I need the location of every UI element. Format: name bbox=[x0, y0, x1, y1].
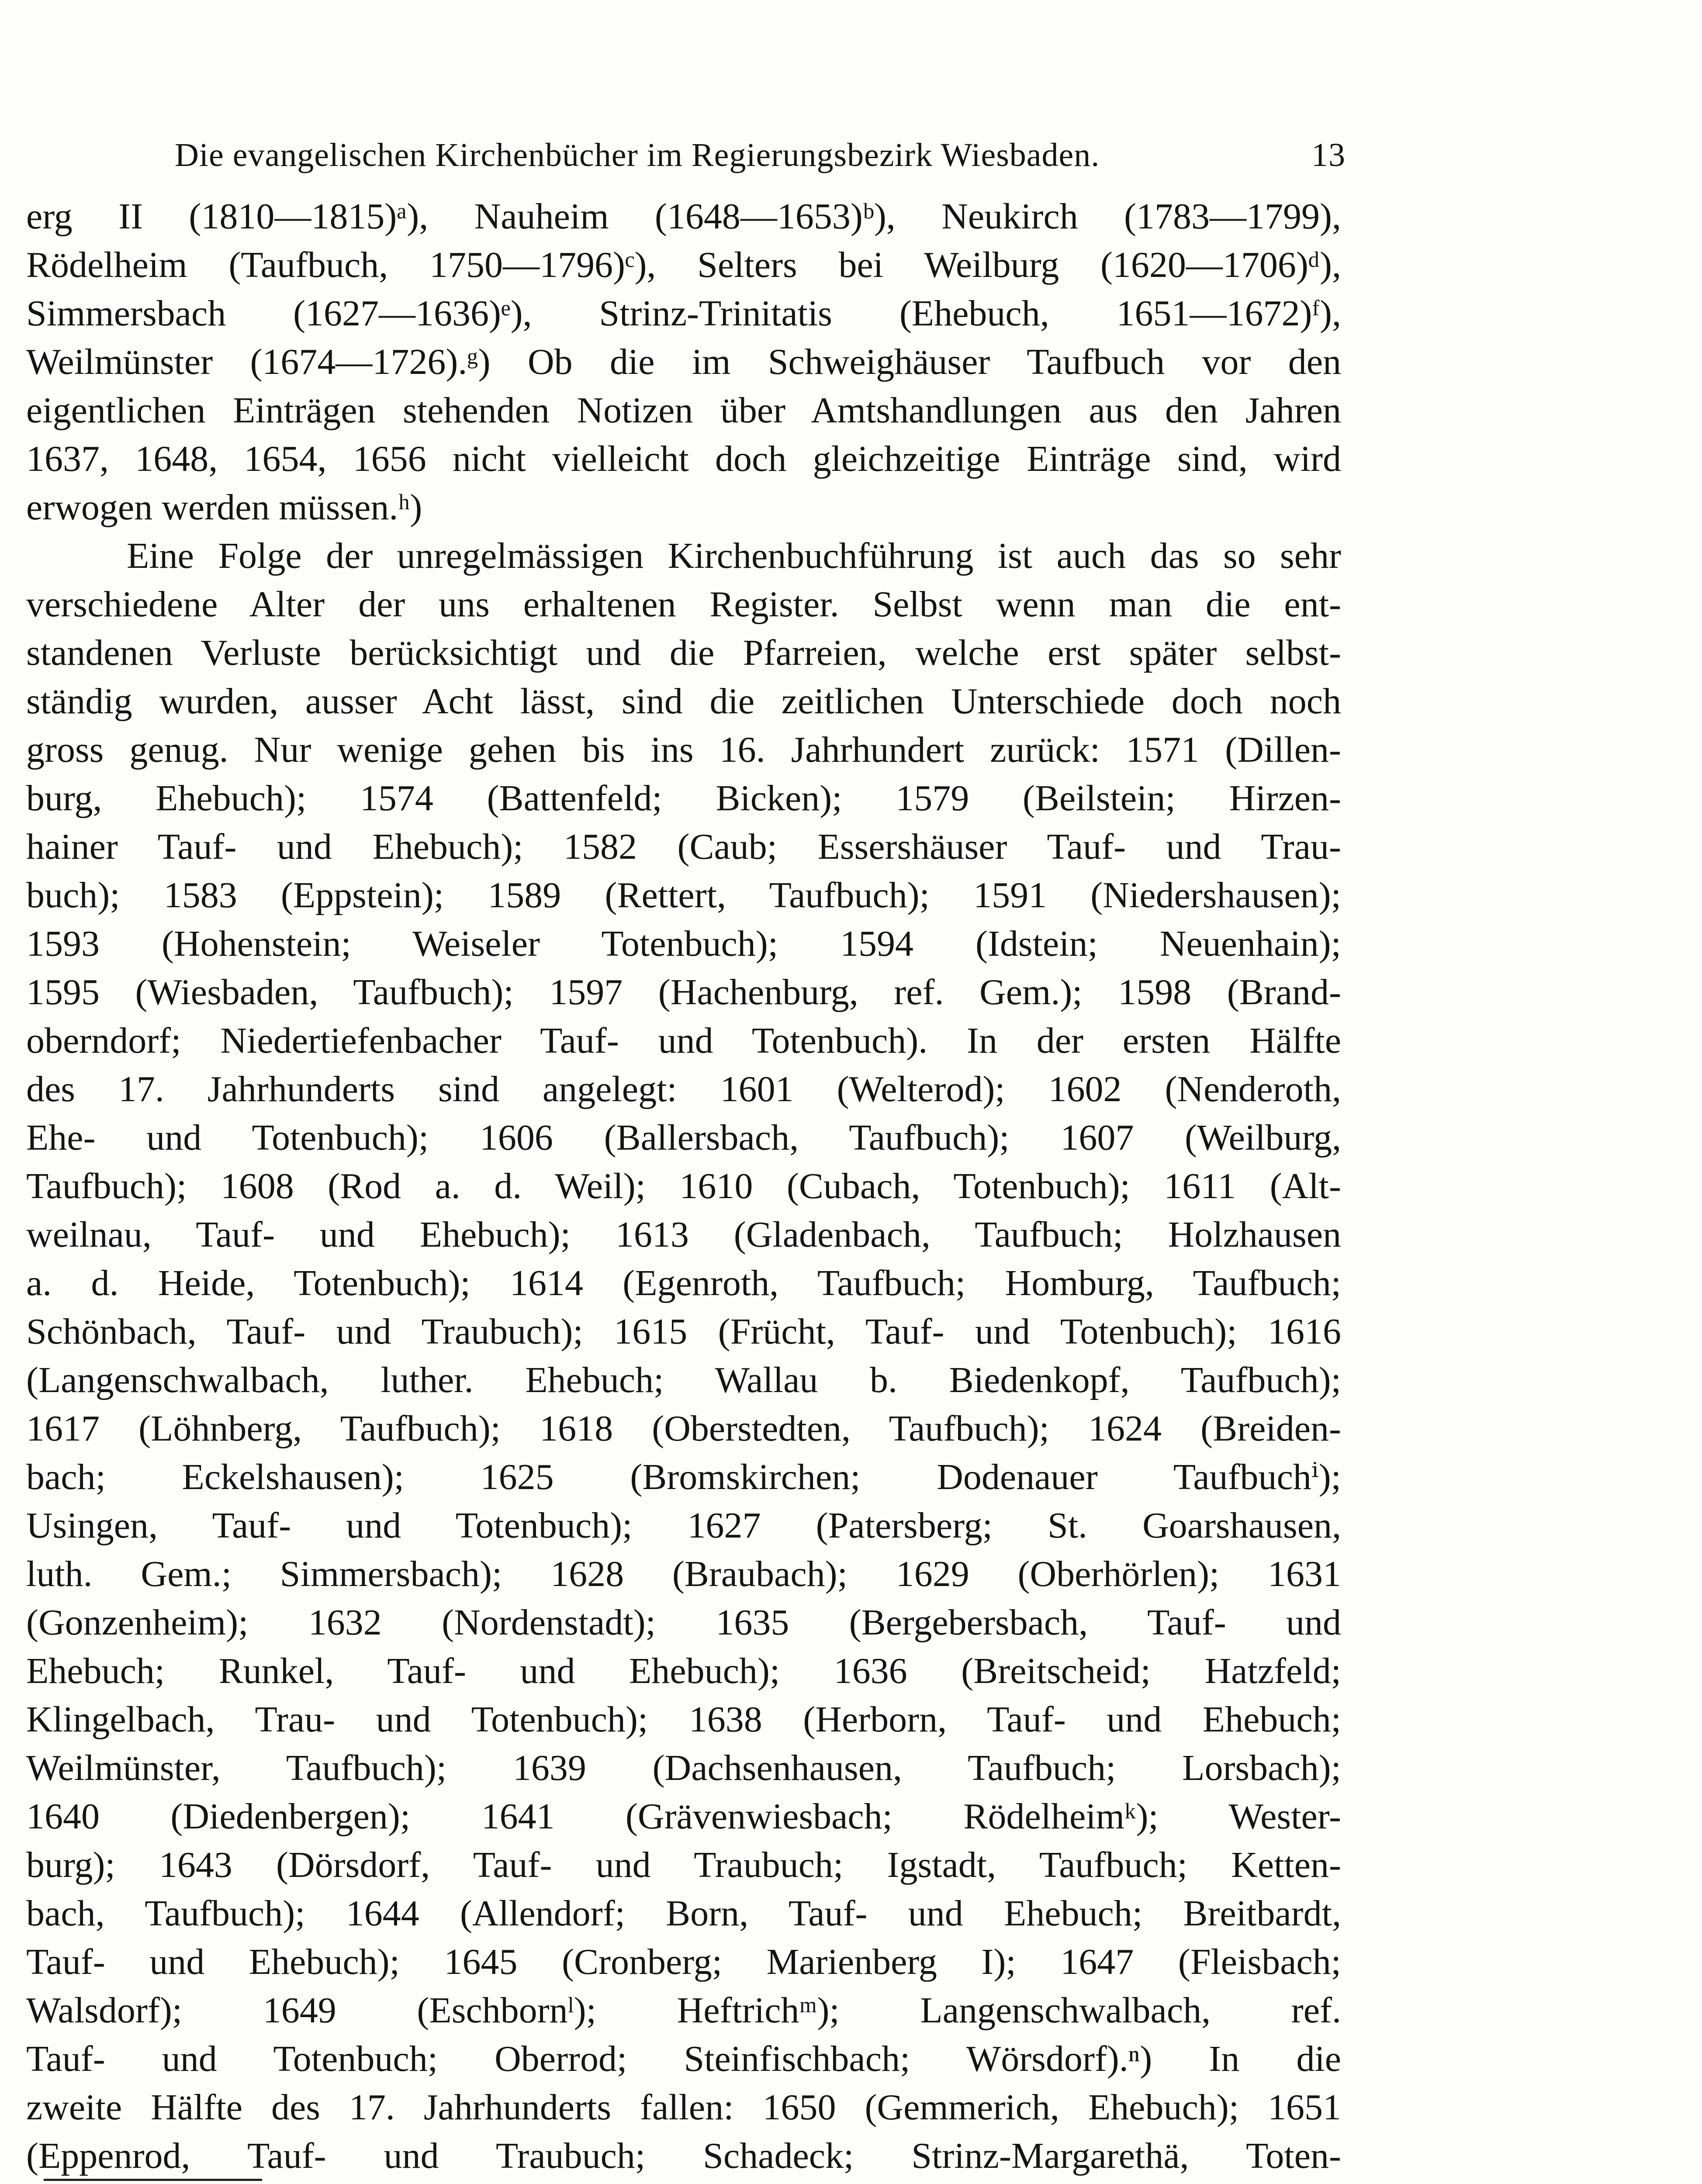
text-line: erwogen werden müssen.ʰ) bbox=[26, 487, 422, 528]
text-line: bach; Eckelshausen); 1625 (Bromskirchen; Dodenauer Taufbuchⁱ); bbox=[26, 1457, 1341, 1497]
page-number: 13 bbox=[1311, 136, 1346, 173]
running-header bbox=[175, 131, 1346, 179]
text-line: Simmersbach (1627—1636)ᵉ), Strinz-Trinitatis (Ehebuch, 1651—1672)ᶠ), bbox=[26, 293, 1341, 334]
text-line: (Gonzenheim); 1632 (Nordenstadt); 1635 (Bergebersbach, Tauf- und bbox=[26, 1602, 1341, 1643]
text-line: Weilmünster, Taufbuch); 1639 (Dachsenhausen, Taufbuch; Lorsbach); bbox=[26, 1748, 1341, 1788]
body-text bbox=[26, 192, 1341, 2184]
text-line: buch); 1583 (Eppstein); 1589 (Rettert, Taufbuch); 1591 (Niedershausen); bbox=[26, 875, 1341, 916]
text-line: Tauf- und Ehebuch); 1645 (Cronberg; Marienberg I); 1647 (Fleisbach; bbox=[26, 1942, 1341, 1982]
text-line: ständig wurden, ausser Acht lässt, sind die zeitlichen Unterschiede doch noch bbox=[26, 681, 1341, 722]
text-line: burg); 1643 (Dörsdorf, Tauf- und Traubuch; Igstadt, Taufbuch; Ketten- bbox=[26, 1845, 1341, 1885]
footnote-rule bbox=[44, 2179, 262, 2181]
text-line: (Langenschwalbach, luther. Ehebuch; Wallau b. Biedenkopf, Taufbuch); bbox=[26, 1360, 1341, 1400]
text-line: Rödelheim (Taufbuch, 1750—1796)ᶜ), Selters bei Weilburg (1620—1706)ᵈ), bbox=[26, 245, 1341, 285]
text-line: erg II (1810—1815)ᵃ), Nauheim (1648—1653)ᵇ), Neukirch (1783—1799), bbox=[26, 196, 1341, 237]
text-line: gross genug. Nur wenige gehen bis ins 16. Jahrhundert zurück: 1571 (Dillen- bbox=[26, 729, 1341, 770]
text-line: Taufbuch); 1608 (Rod a. d. Weil); 1610 (Cubach, Totenbuch); 1611 (Alt- bbox=[26, 1166, 1341, 1206]
text-line: bach, Taufbuch); 1644 (Allendorf; Born, Tauf- und Ehebuch; Breitbardt, bbox=[26, 1893, 1341, 1934]
paragraph-first-line: Eine Folge der unregelmässigen Kirchenbuchführung ist auch das so sehr bbox=[127, 536, 1341, 576]
text-line: (Eppenrod, Tauf- und Traubuch; Schadeck; Strinz-Margarethä, Toten- bbox=[26, 2136, 1341, 2176]
text-line: Ehe- und Totenbuch); 1606 (Ballersbach, Taufbuch); 1607 (Weilburg, bbox=[26, 1117, 1341, 1158]
text-line: 1593 (Hohenstein; Weiseler Totenbuch); 1594 (Idstein; Neuenhain); bbox=[26, 923, 1341, 964]
text-line: oberndorf; Niedertiefenbacher Tauf- und Totenbuch). In der ersten Hälfte bbox=[26, 1020, 1341, 1061]
text-line: hainer Tauf- und Ehebuch); 1582 (Caub; Essershäuser Tauf- und Trau- bbox=[26, 826, 1341, 867]
text-line: weilnau, Tauf- und Ehebuch); 1613 (Gladenbach, Taufbuch; Holzhausen bbox=[26, 1214, 1341, 1255]
text-line: burg, Ehebuch); 1574 (Battenfeld; Bicken); 1579 (Beilstein; Hirzen- bbox=[26, 778, 1341, 819]
text-line: standenen Verluste berücksichtigt und die Pfarreien, welche erst später selbst- bbox=[26, 632, 1341, 673]
text-line: 1595 (Wiesbaden, Taufbuch); 1597 (Hachenburg, ref. Gem.); 1598 (Brand- bbox=[26, 972, 1341, 1013]
text-line: 1617 (Löhnberg, Taufbuch); 1618 (Oberstedten, Taufbuch); 1624 (Breiden- bbox=[26, 1408, 1341, 1449]
text-line: Ehebuch; Runkel, Tauf- und Ehebuch); 1636 (Breitscheid; Hatzfeld; bbox=[26, 1651, 1341, 1691]
text-line: a. d. Heide, Totenbuch); 1614 (Egenroth, Taufbuch; Homburg, Taufbuch; bbox=[26, 1263, 1341, 1303]
text-line: 1637, 1648, 1654, 1656 nicht vielleicht doch gleichzeitige Einträge sind, wird bbox=[26, 439, 1341, 479]
text-line: luth. Gem.; Simmersbach); 1628 (Braubach); 1629 (Oberhörlen); 1631 bbox=[26, 1554, 1341, 1594]
text-line: Walsdorf); 1649 (Eschbornˡ); Heftrichᵐ); Langenschwalbach, ref. bbox=[26, 1990, 1341, 2031]
text-line: Schönbach, Tauf- und Traubuch); 1615 (Frücht, Tauf- und Totenbuch); 1616 bbox=[26, 1311, 1341, 1352]
text-line: des 17. Jahrhunderts sind angelegt: 1601 (Welterod); 1602 (Nenderoth, bbox=[26, 1069, 1341, 1109]
running-title: Die evangelischen Kirchenbücher im Regierungsbezirk Wiesbaden. bbox=[175, 136, 1100, 173]
text-line: verschiedene Alter der uns erhaltenen Register. Selbst wenn man die ent- bbox=[26, 584, 1341, 625]
text-line: 1640 (Diedenbergen); 1641 (Grävenwiesbach; Rödelheimᵏ); Wester- bbox=[26, 1796, 1341, 1837]
text-line: Weilmünster (1674—1726).ᵍ) Ob die im Schweighäuser Taufbuch vor den bbox=[26, 342, 1341, 382]
text-line: eigentlichen Einträgen stehenden Notizen über Amtshandlungen aus den Jahren bbox=[26, 390, 1341, 431]
text-line: Klingelbach, Trau- und Totenbuch); 1638 (Herborn, Tauf- und Ehebuch; bbox=[26, 1699, 1341, 1740]
text-line: Tauf- und Totenbuch; Oberrod; Steinfischbach; Wörsdorf).ⁿ) In die bbox=[26, 2039, 1341, 2079]
text-line: Usingen, Tauf- und Totenbuch); 1627 (Patersberg; St. Goarshausen, bbox=[26, 1505, 1341, 1546]
text-line: zweite Hälfte des 17. Jahrhunderts fallen: 1650 (Gemmerich, Ehebuch); 1651 bbox=[26, 2087, 1341, 2128]
